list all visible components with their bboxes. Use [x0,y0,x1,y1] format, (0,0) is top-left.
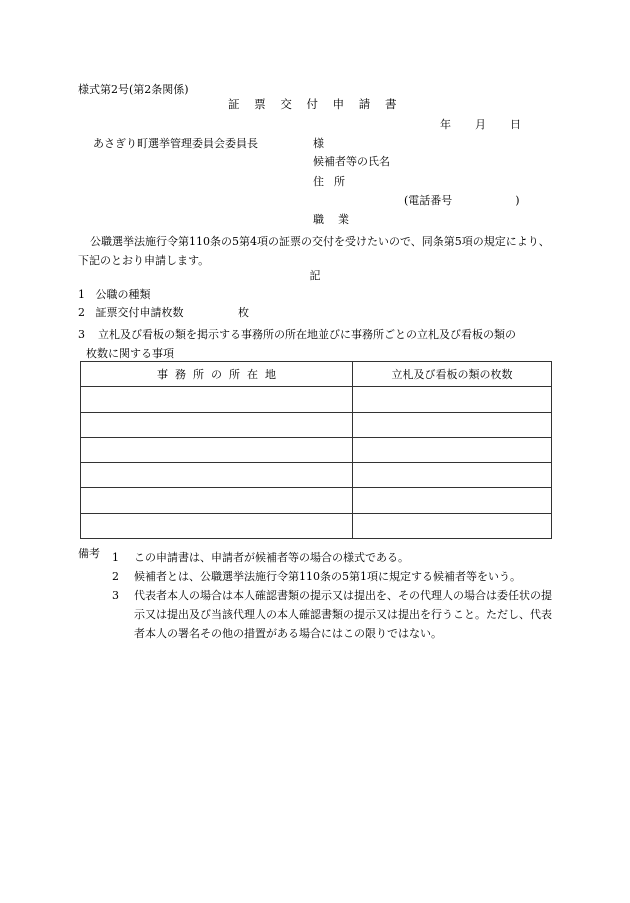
date-day: 日 [510,118,521,131]
item-certificate-count: 2 証票交付申請枚数 枚 [78,306,249,319]
address-label: 住 所 [313,175,345,188]
cell-location[interactable] [81,412,353,437]
remarks-label: 備考 [78,547,100,560]
date-line [440,119,521,130]
ki-heading: 記 [309,269,321,282]
cell-location[interactable] [81,488,353,513]
cell-location[interactable] [81,387,353,412]
cell-count[interactable] [353,488,552,513]
table-row [81,412,552,437]
cell-count[interactable] [353,437,552,462]
table-row [81,437,552,462]
table-row [81,488,552,513]
cell-location[interactable] [81,437,353,462]
form-number: 様式第2号(第2条関係) [78,83,189,96]
table-row [81,513,552,538]
table-header-row [81,362,552,387]
cell-location[interactable] [81,463,353,488]
honorific: 様 [313,137,324,150]
table-row [81,463,552,488]
document-title: 証 票 交 付 申 請 書 [228,97,402,111]
item-office-location: 3 立札及び看板の類を掲示する事務所の所在地並びに事務所ごとの立札及び看板の類の 枚数に関する事項 [78,328,516,360]
cell-count[interactable] [353,387,552,412]
header-office-location: 事 務 所 の 所 在 地 [81,362,353,387]
cell-count[interactable] [353,513,552,538]
cell-location[interactable] [81,513,353,538]
date-year: 年 [440,118,451,131]
cell-count[interactable] [353,412,552,437]
sheet-unit: 枚 [238,306,249,319]
office-table [80,361,552,539]
table-row [81,387,552,412]
cell-count[interactable] [353,463,552,488]
candidate-name-label: 候補者等の氏名 [313,155,390,168]
item-office-type: 1 公職の種類 [78,288,151,301]
application-body-text: 公職選挙法施行令第110条の5第4項の証票の交付を受けたいので、同条第5項の規定により、下記のとおり申請します。 [78,235,550,267]
occupation-label: 職 業 [313,213,349,226]
recipient: あさぎり町選挙管理委員会委員長 [93,137,258,150]
phone-label: (電話番号 ) [404,194,520,207]
remark-note: 3 代表者本人の場合は本人確認書類の提示又は提出を、その代理人の場合は委任状の提示又は提出及び当該代理人の本人確認書類の提示又は提出を行うこと。ただし、代表者本人の署名その他の措置がある場合にはこの限りではない。 [112,589,552,640]
header-sign-count: 立札及び看板の類の枚数 [353,362,552,387]
remark-note: 2 候補者とは、公職選挙法施行令第110条の5第1項に規定する候補者等をいう。 [112,570,521,583]
remark-note: 1 この申請書は、申請者が候補者等の場合の様式である。 [112,551,409,564]
date-month: 月 [475,118,486,131]
